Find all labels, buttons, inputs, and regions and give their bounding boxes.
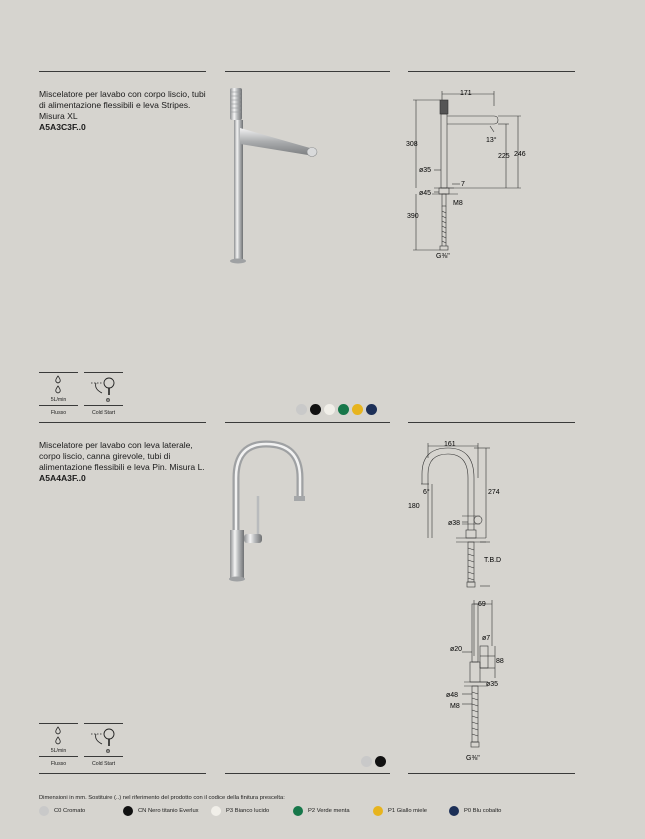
dim-274: 274	[488, 489, 500, 496]
bottom-rule-right	[408, 773, 575, 774]
product-1-description-block	[39, 89, 209, 133]
finish-code-cn: CN	[138, 808, 147, 814]
dim-d20: ø20	[450, 646, 463, 653]
product-2-meta	[39, 723, 129, 773]
finish-name-p3: Bianco lucido	[234, 808, 270, 814]
dim-thread: G⅜"	[436, 253, 450, 260]
finish-name-p1: Giallo miele	[396, 808, 428, 814]
cold-start-caption: Cold Start	[91, 761, 116, 767]
finish-code-c0: C0	[54, 808, 62, 814]
mid-rule-right	[408, 422, 575, 423]
finish-name-p2: Verde menta	[316, 808, 350, 814]
legend-item-p0	[449, 806, 519, 816]
water-drop-icon	[52, 375, 64, 395]
dim-d7: ø7	[482, 635, 491, 642]
dim-tbd: T.B.D	[484, 557, 502, 564]
product-2-description: Miscelatore per lavabo con leva laterale, corpo liscio, canna girevole, tubi di alimentazione flessibili e leva Pin. Misura L.	[39, 440, 205, 472]
product-2-technical-drawing-side	[406, 438, 536, 593]
dim-m8: M8	[453, 200, 463, 207]
top-rule-left	[39, 71, 206, 72]
finish-dot-cn	[123, 806, 133, 816]
flow-caption: Flusso	[50, 410, 67, 416]
water-drop-icon	[52, 726, 64, 746]
legend-item-cn	[123, 806, 211, 816]
dim-thread-2: G⅜"	[466, 755, 480, 762]
dim-d45: ø45	[419, 190, 432, 197]
product-2-faucet-image	[222, 438, 314, 584]
swatch-nero[interactable]	[310, 404, 321, 415]
dim-171: 171	[460, 90, 472, 97]
product-1-faucet-image	[218, 86, 328, 268]
bottom-rule-left	[39, 773, 206, 774]
swatch-blu[interactable]	[366, 404, 377, 415]
swatch-cromato[interactable]	[296, 404, 307, 415]
dim-7: 7	[461, 181, 465, 188]
dim-88: 88	[496, 658, 504, 665]
legend-item-c0	[39, 806, 123, 816]
product-2-technical-drawing-front	[440, 596, 520, 766]
swatch-verde[interactable]	[338, 404, 349, 415]
cold-start-icon	[90, 726, 118, 754]
flow-label: 5L/min	[50, 748, 67, 754]
finish-dot-c0	[39, 806, 49, 816]
dim-d48: ø48	[446, 692, 459, 699]
finish-name-p0: Blu cobalto	[472, 808, 502, 814]
legend-item-p3	[211, 806, 293, 816]
product-1-technical-drawing	[406, 86, 536, 266]
dim-angle-13: 13°	[486, 137, 497, 144]
dim-390: 390	[407, 213, 419, 220]
product-1-code: A5A3C3F..0	[39, 122, 86, 132]
dim-225: 225	[498, 153, 510, 160]
finish-name-c0: Cromato	[63, 808, 86, 814]
product-2-code: A5A4A3F..0	[39, 473, 86, 483]
dim-308: 308	[406, 141, 418, 148]
top-rule-middle	[225, 71, 390, 72]
finish-dot-p0	[449, 806, 459, 816]
finish-name-cn: Nero titanio Everlux	[148, 808, 199, 814]
cold-start-icon	[90, 375, 118, 403]
dim-d35-2: ø35	[486, 681, 499, 688]
mid-rule-left	[39, 422, 206, 423]
dim-246: 246	[514, 151, 526, 158]
finish-code-p0: P0	[464, 808, 472, 814]
swatch-nero[interactable]	[375, 756, 386, 767]
finish-legend	[39, 806, 519, 816]
dim-d38: ø38	[448, 520, 461, 527]
footer-note: Dimensioni in mm. Sostituire (..) nel riferimento del prodotto con il codice della finitura prescelta:	[39, 795, 285, 801]
swatch-cromato[interactable]	[361, 756, 372, 767]
product-1-description: Miscelatore per lavabo con corpo liscio, tubi di alimentazione flessibili e leva Stripes. Misura XL	[39, 89, 206, 121]
legend-item-p1	[373, 806, 449, 816]
product-1-finish-swatches	[296, 404, 377, 415]
flow-label: 5L/min	[50, 397, 67, 403]
finish-dot-p2	[293, 806, 303, 816]
product-2-finish-swatches	[361, 756, 386, 767]
finish-code-p3: P3	[226, 808, 234, 814]
flow-caption: Flusso	[50, 761, 67, 767]
finish-code-p1: P1	[388, 808, 396, 814]
legend-item-p2	[293, 806, 373, 816]
top-rule-right	[408, 71, 575, 72]
product-2-description-block	[39, 440, 211, 484]
dim-180: 180	[408, 503, 420, 510]
finish-dot-p1	[373, 806, 383, 816]
dim-m8-2: M8	[450, 703, 460, 710]
finish-dot-p3	[211, 806, 221, 816]
dim-d35: ø35	[419, 167, 432, 174]
mid-rule-middle	[225, 422, 390, 423]
dim-69: 69	[478, 601, 486, 608]
swatch-bianco[interactable]	[324, 404, 335, 415]
finish-code-p2: P2	[308, 808, 316, 814]
bottom-rule-middle	[225, 773, 390, 774]
swatch-giallo[interactable]	[352, 404, 363, 415]
dim-angle-6: 6°	[423, 489, 430, 496]
cold-start-caption: Cold Start	[91, 410, 116, 416]
product-1-meta	[39, 372, 129, 422]
dim-161: 161	[444, 441, 456, 448]
